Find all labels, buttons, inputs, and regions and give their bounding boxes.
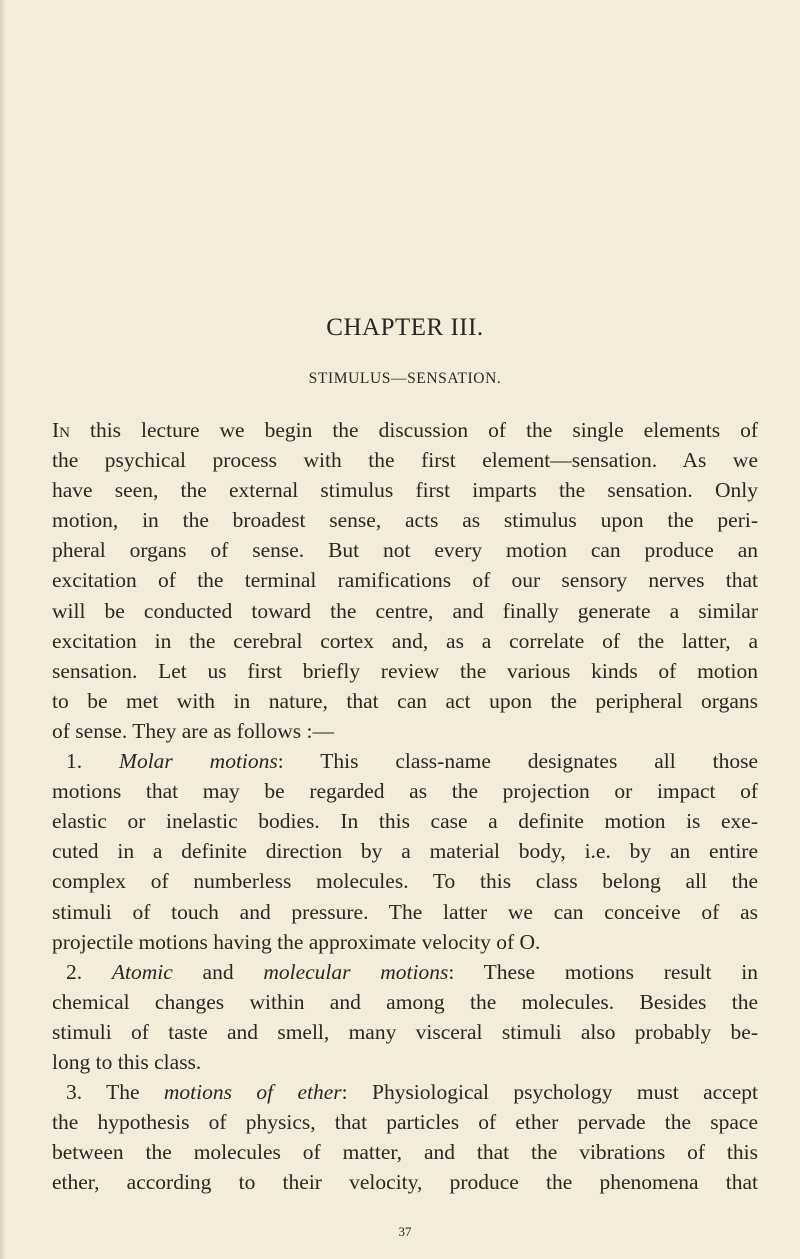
paragraph-intro	[52, 415, 758, 746]
text-line: motion, in the broadest sense, acts as stimulus upon the peri-	[52, 508, 758, 533]
page-edge-shadow	[0, 0, 6, 1259]
term-motions-of-ether: motions of ether	[163, 1080, 342, 1105]
paragraph-atomic-motions	[52, 957, 758, 1077]
list-number: 2.	[66, 959, 112, 984]
text-line: pheral organs of sense. But not every motion can produce an	[52, 538, 758, 563]
text-line: 1. Molar motions: This class-name designates all those	[66, 749, 759, 774]
chapter-title: CHAPTER III.	[326, 314, 484, 341]
text-line: motions that may be regarded as the projection or impact of	[52, 779, 758, 804]
text-line: excitation of the terminal ramifications of our sensory nerves that	[52, 568, 758, 593]
paragraph-ether-motions	[52, 1077, 758, 1197]
text-line: In this lecture we begin the discussion of the single elements of	[52, 418, 758, 442]
text-line: sensation. Let us first briefly review the various kinds of motion	[52, 658, 758, 683]
text-line: long to this class.	[52, 1049, 202, 1074]
text-line: the psychical process with the first element—sensation. As we	[52, 448, 758, 473]
text-line: elastic or inelastic bodies. In this case a definite motion is exe-	[52, 809, 758, 834]
text-line: excitation in the cerebral cortex and, as a correlate of the latter, a	[52, 628, 758, 653]
text-line: ether, according to their velocity, produce the phenomena that	[52, 1170, 758, 1195]
text-line: the hypothesis of physics, that particles of ether pervade the space	[52, 1110, 758, 1135]
term-molecular-motions: molecular motions	[263, 959, 449, 984]
text-line: projectile motions having the approximate velocity of O.	[52, 929, 541, 954]
list-number: 1.	[66, 749, 120, 774]
page-number: 37	[398, 1224, 412, 1239]
text-line: have seen, the external stimulus first imparts the sensation. Only	[52, 478, 758, 503]
text-line: stimuli of touch and pressure. The latter we can conceive of as	[52, 899, 758, 924]
text-line: will be conducted toward the centre, and finally generate a similar	[52, 598, 758, 623]
text-line: chemical changes within and among the molecules. Besides the	[52, 989, 758, 1014]
drop-lead-word: In	[52, 418, 70, 442]
term-molar-motions: Molar motions	[119, 749, 278, 774]
text-line: stimuli of taste and smell, many visceral stimuli also probably be-	[52, 1019, 758, 1044]
text-line: 3. The motions of ether: Physiological psychology must accept	[66, 1080, 758, 1105]
list-number: 3.	[66, 1080, 107, 1105]
text-line: cuted in a definite direction by a material body, i.e. by an entire	[52, 839, 758, 864]
text-line: of sense. They are as follows :—	[52, 718, 335, 743]
text-line: complex of numberless molecules. To this class belong all the	[52, 869, 758, 894]
body-text	[52, 415, 758, 1197]
term-atomic: Atomic	[111, 959, 173, 984]
text-line: 2. Atomic and molecular motions: These motions result in	[66, 959, 758, 984]
text-line: between the molecules of matter, and that the vibrations of this	[52, 1140, 758, 1165]
paragraph-molar-motions	[52, 746, 758, 957]
section-title: STIMULUS—SENSATION.	[308, 370, 502, 387]
text-line: to be met with in nature, that can act upon the peripheral organs	[52, 688, 758, 713]
